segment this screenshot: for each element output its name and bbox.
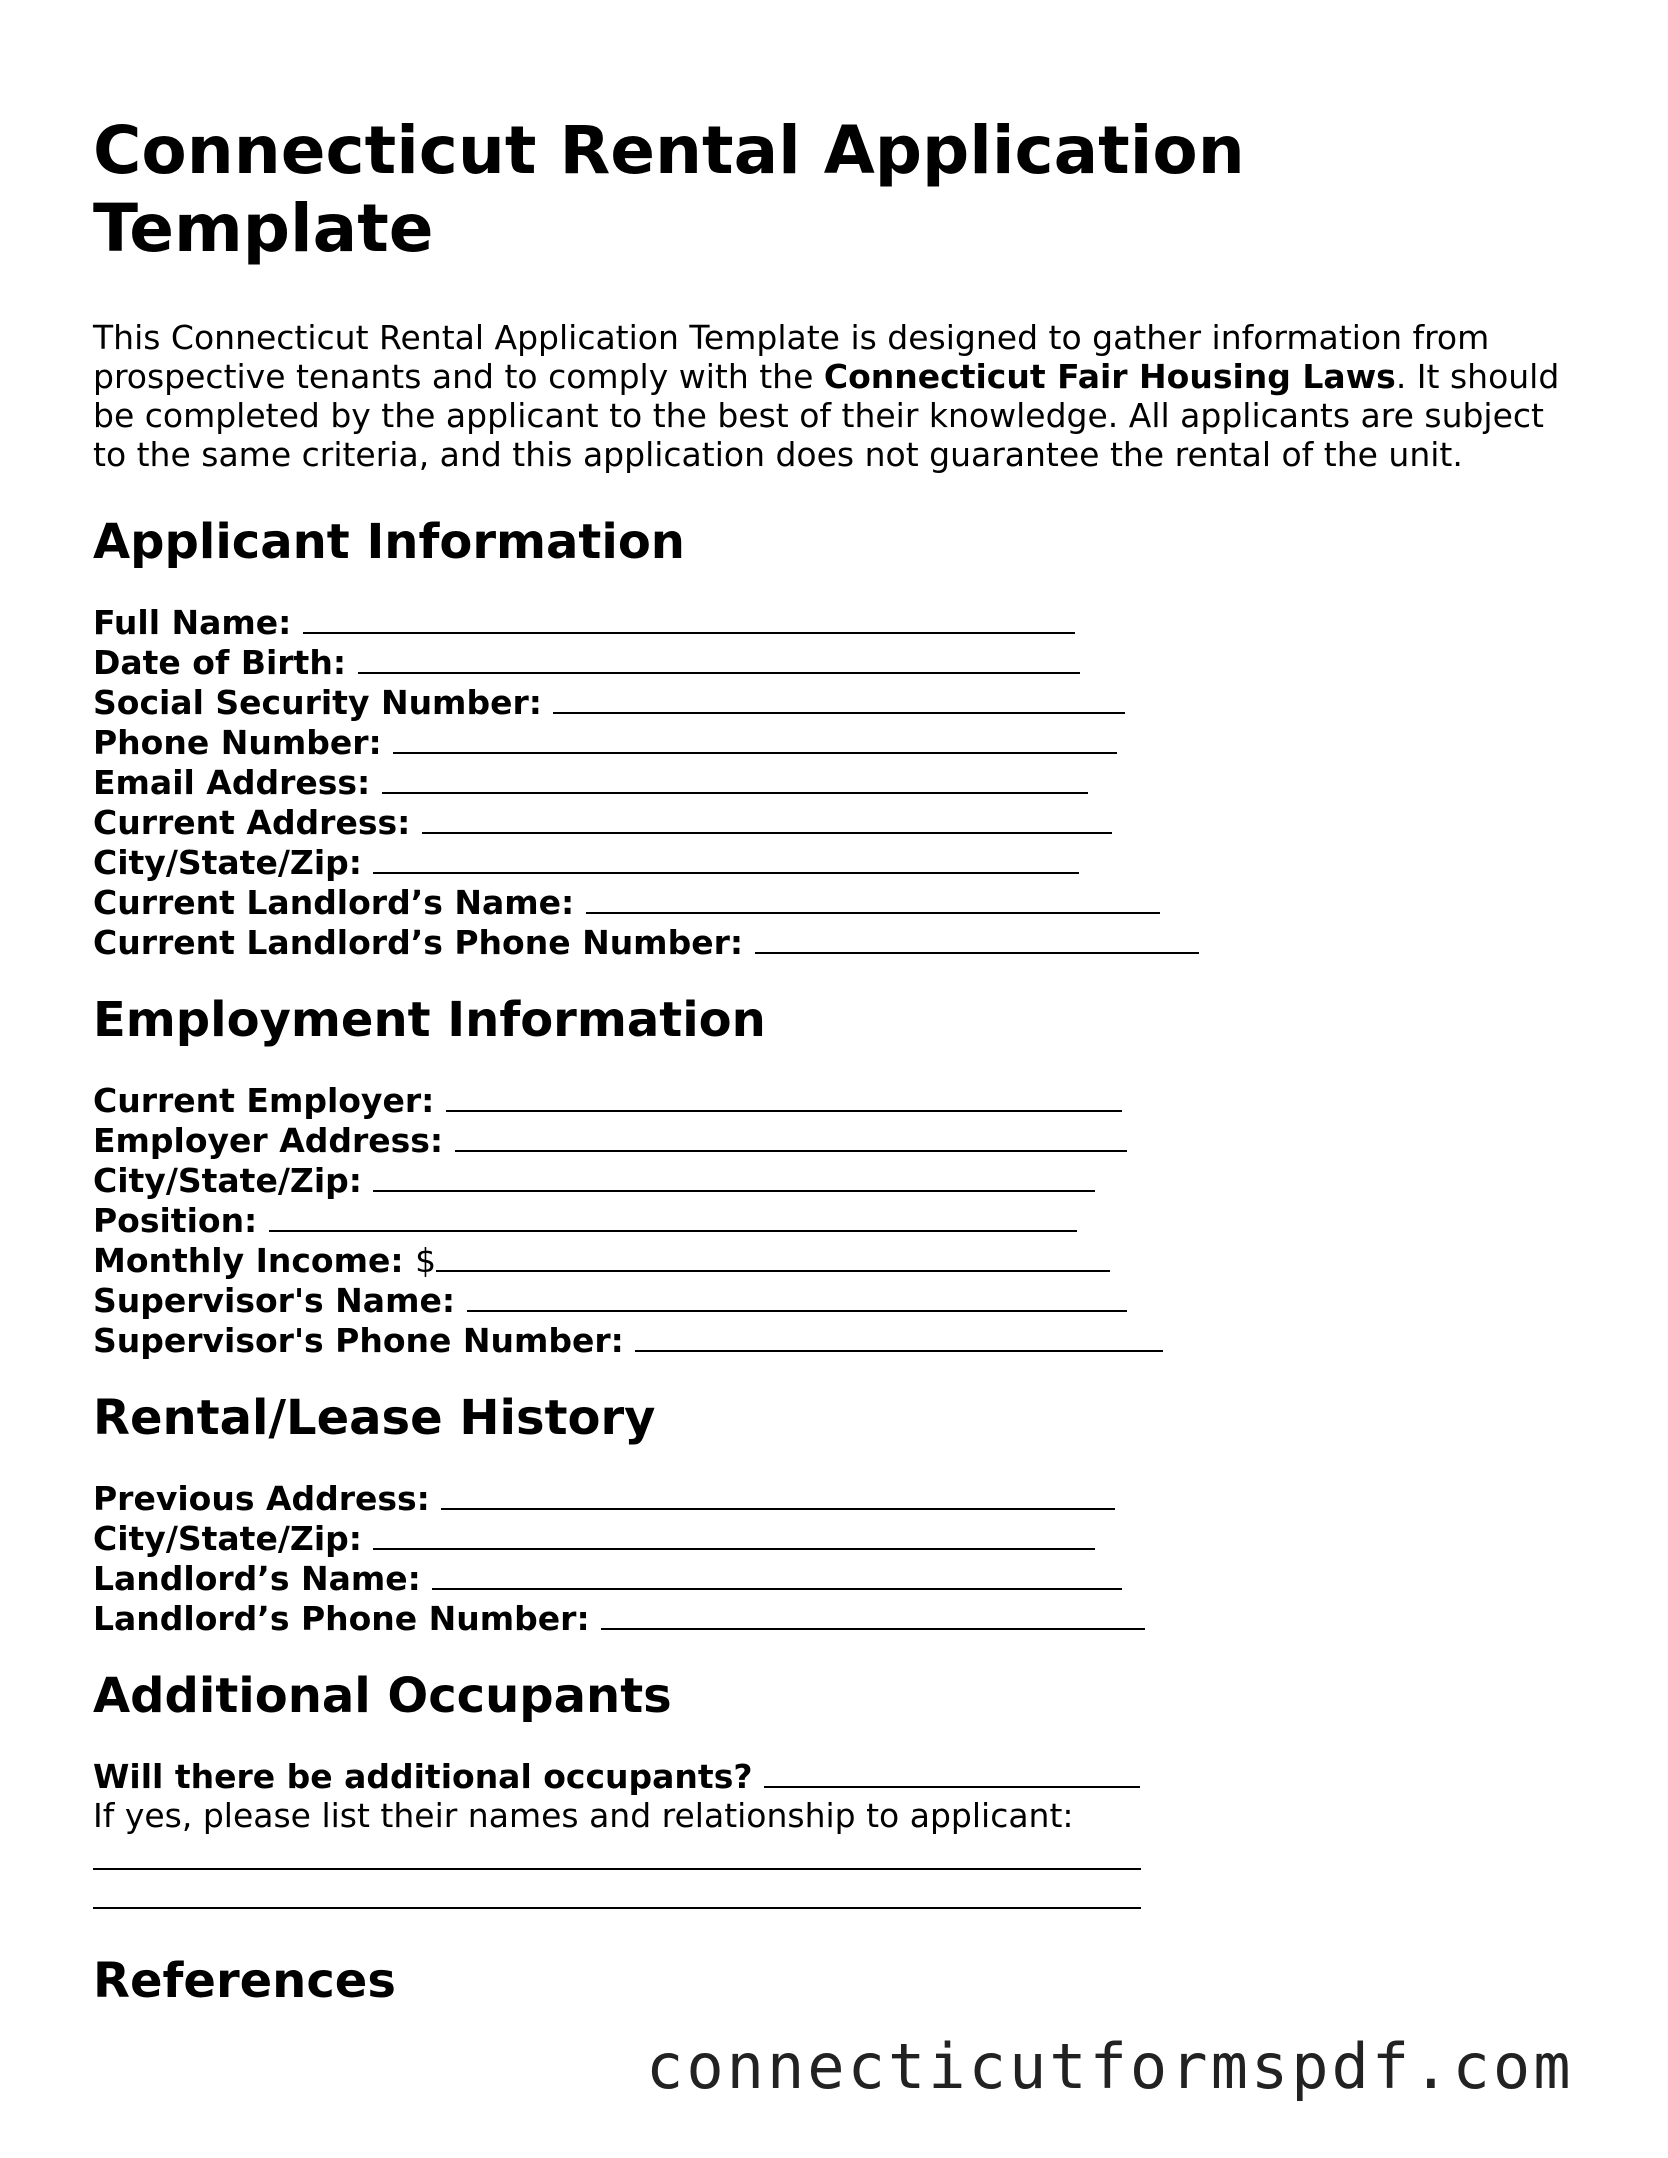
field-landlord-phone: Landlord’s Phone Number: [93, 1598, 1593, 1638]
employment-fields [93, 1080, 1593, 1360]
blank-line[interactable] [373, 1518, 1095, 1550]
blank-line[interactable] [553, 682, 1125, 714]
occupants-blank-row-1 [93, 1835, 1593, 1874]
blank-line[interactable] [432, 1558, 1122, 1590]
field-full-name: Full Name: [93, 602, 1593, 642]
currency-symbol: $ [415, 1241, 437, 1280]
field-landlord-name: Landlord’s Name: [93, 1558, 1593, 1598]
field-phone-number: Phone Number: [93, 722, 1593, 762]
applicant-fields [93, 602, 1593, 962]
field-previous-address: Previous Address: [93, 1478, 1593, 1518]
blank-line[interactable] [467, 1280, 1127, 1312]
section-heading-applicant: Applicant Information [93, 514, 685, 570]
field-current-address: Current Address: [93, 802, 1593, 842]
page-title: Connecticut Rental Application Template [93, 112, 1245, 267]
field-city-state-zip: City/State/Zip: [93, 842, 1593, 882]
field-current-landlord-phone: Current Landlord’s Phone Number: [93, 922, 1593, 962]
field-supervisor-name: Supervisor's Name: [93, 1280, 1593, 1320]
blank-line[interactable] [382, 762, 1088, 794]
field-email-address: Email Address: [93, 762, 1593, 802]
blank-line[interactable] [393, 722, 1117, 754]
blank-line[interactable] [373, 842, 1079, 874]
field-additional-occupants: Will there be additional occupants? [93, 1756, 1593, 1796]
section-heading-rental-history: Rental/Lease History [93, 1390, 656, 1446]
occupants-blank-row-2 [93, 1874, 1593, 1913]
blank-line[interactable] [455, 1120, 1127, 1152]
field-ssn: Social Security Number: [93, 682, 1593, 722]
blank-line[interactable] [446, 1080, 1122, 1112]
blank-line[interactable] [422, 802, 1112, 834]
intro-paragraph [93, 318, 1573, 474]
intro-bold-law: Connecticut Fair Housing Laws [823, 357, 1396, 396]
field-supervisor-phone: Supervisor's Phone Number: [93, 1320, 1593, 1360]
field-date-of-birth: Date of Birth: [93, 642, 1593, 682]
intro-text-after: . It should be completed by the applicant to the best of their knowledge. All applicants are subject to the same criteria, and this application does not guarantee the rental of the unit. [93, 357, 1560, 474]
section-heading-occupants: Additional Occupants [93, 1668, 672, 1724]
field-previous-city-state-zip: City/State/Zip: [93, 1518, 1593, 1558]
section-heading-references: References [93, 1953, 396, 2009]
field-current-employer: Current Employer: [93, 1080, 1593, 1120]
intro-text-before: This Connecticut Rental Application Template is designed to gather information from prospective tenants and to comply with the [93, 318, 1490, 396]
field-employer-address: Employer Address: [93, 1120, 1593, 1160]
blank-line[interactable] [373, 1160, 1095, 1192]
watermark: connecticutformspdf.com [646, 2030, 1574, 2103]
blank-line[interactable] [93, 1907, 1141, 1909]
blank-line[interactable] [755, 922, 1199, 954]
blank-line[interactable] [601, 1598, 1145, 1630]
blank-line[interactable] [441, 1478, 1115, 1510]
rental-fields [93, 1478, 1593, 1638]
field-position: Position: [93, 1200, 1593, 1240]
blank-line[interactable] [358, 642, 1080, 674]
field-monthly-income: Monthly Income: $ [93, 1240, 1593, 1280]
blank-line[interactable] [764, 1756, 1140, 1788]
field-employer-city-state-zip: City/State/Zip: [93, 1160, 1593, 1200]
blank-line[interactable] [436, 1240, 1110, 1272]
blank-line[interactable] [303, 602, 1075, 634]
blank-line[interactable] [93, 1868, 1141, 1870]
document-page [93, 112, 1593, 2009]
section-heading-employment: Employment Information [93, 992, 766, 1048]
occupants-instruction: If yes, please list their names and relationship to applicant: [93, 1796, 1074, 1835]
blank-line[interactable] [269, 1200, 1077, 1232]
blank-line[interactable] [586, 882, 1160, 914]
field-current-landlord-name: Current Landlord’s Name: [93, 882, 1593, 922]
occupants-fields [93, 1756, 1593, 1913]
blank-line[interactable] [635, 1320, 1163, 1352]
